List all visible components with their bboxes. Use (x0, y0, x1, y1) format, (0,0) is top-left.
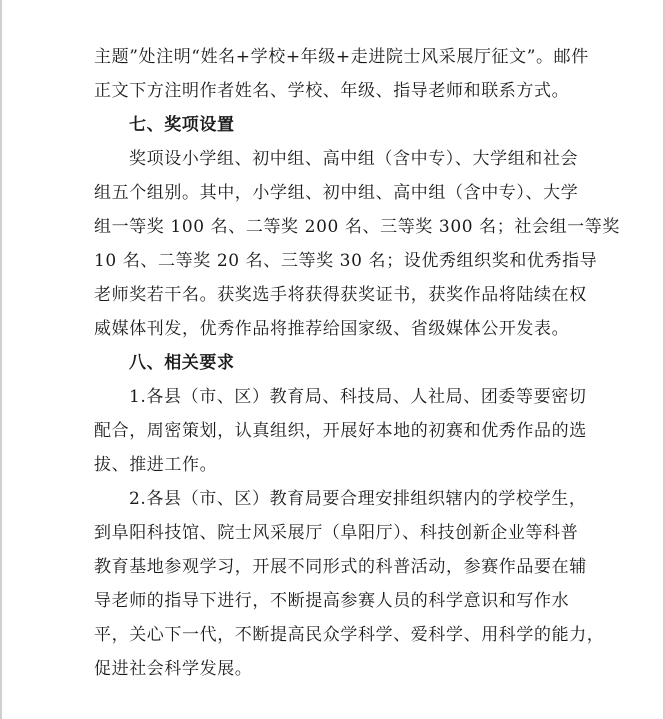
text-line: 导老师的指导下进行，不断提高参赛人员的科学意识和写作水 (94, 591, 570, 611)
text-line: 1.各县（市、区）教育局、科技局、人社局、团委等要密切 (129, 387, 587, 407)
text-line: 教育基地参观学习，开展不同形式的科普活动，参赛作品要在辅 (94, 557, 587, 577)
text-line: 正文下方注明作者姓名、学校、年级、指导老师和联系方式。 (94, 81, 570, 101)
text-line: 到阜阳科技馆、院士风采展厅（阜阳厅）、科技创新企业等科普 (94, 523, 579, 543)
section-heading-awards: 七、奖项设置 (129, 115, 235, 135)
text-line: 促进社会科学发展。 (94, 659, 253, 679)
text-line: 组一等奖 100 名、二等奖 200 名、三等奖 300 名；社会组一等奖 (94, 217, 620, 237)
text-line: 老师奖若干名。获奖选手将获得获奖证书，获奖作品将陆续在权 (94, 285, 587, 305)
text-line: 主题”处注明“姓名+学校+年级+走进院士风采展厅征文”。邮件 (94, 47, 589, 67)
text-line: 组五个组别。其中，小学组、初中组、高中组（含中专）、大学 (94, 183, 579, 203)
text-line: 拔、推进工作。 (94, 455, 218, 475)
text-line: 威媒体刊发，优秀作品将推荐给国家级、省级媒体公开发表。 (94, 319, 570, 339)
section-heading-requirements: 八、相关要求 (129, 353, 235, 373)
text-line: 10 名、二等奖 20 名、三等奖 30 名；设优秀组织奖和优秀指导 (94, 251, 598, 271)
text-line: 平，关心下一代，不断提高民众学科学、爱科学、用科学的能力， (94, 625, 605, 645)
text-line: 奖项设小学组、初中组、高中组（含中专）、大学组和社会 (129, 149, 579, 169)
text-line: 配合，周密策划，认真组织，开展好本地的初赛和优秀作品的选 (94, 421, 587, 441)
text-line: 2.各县（市、区）教育局要合理安排组织辖内的学校学生， (129, 489, 587, 509)
